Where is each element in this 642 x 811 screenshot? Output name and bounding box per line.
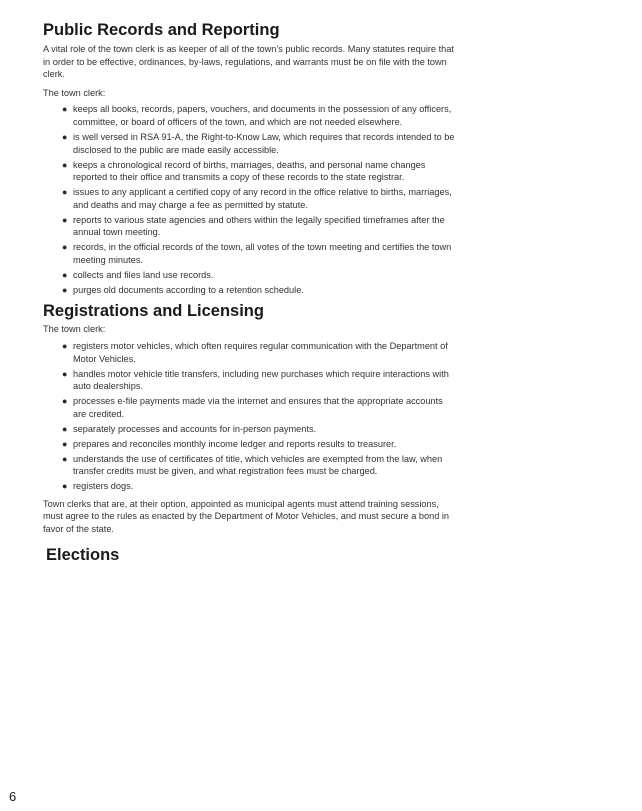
registrations-list — [43, 340, 458, 493]
list-item-text: understands the use of certificates of title, which vehicles are exempted from the law, when transfer credits must be given, and what registration fees must be charged. — [73, 453, 443, 477]
list-item-text: registers dogs. — [73, 481, 134, 492]
list-item — [43, 340, 458, 365]
list-item — [43, 453, 458, 478]
list-item — [43, 241, 458, 266]
public-records-lead: The town clerk: — [43, 87, 106, 98]
list-item — [43, 214, 458, 239]
public-records-intro: A vital role of the town clerk is as keeper of all of the town’s public records. Many statutes require that in order to be effective, ordinances, by-laws, regulations, and warrants must be on file with the town clerk. — [43, 44, 454, 80]
bullet-icon: ● — [62, 396, 68, 407]
list-item — [43, 480, 458, 493]
bullet-icon: ● — [62, 423, 68, 434]
bullet-icon: ● — [62, 368, 68, 379]
list-item-text: prepares and reconciles monthly income ledger and reports results to treasurer. — [73, 438, 397, 449]
list-item — [43, 284, 458, 297]
page-content — [43, 20, 458, 565]
list-item-text: keeps all books, records, papers, vouchers, and documents in the possession of any officers, committee, or board of officers of the town, and which are not needed elsewhere. — [73, 104, 452, 127]
list-item — [43, 395, 458, 420]
bullet-icon: ● — [62, 453, 68, 464]
bullet-icon: ● — [62, 481, 68, 492]
list-item-text: registers motor vehicles, which often requires regular communication with the Department of Motor Vehicles. — [73, 341, 448, 364]
bullet-icon: ● — [62, 131, 68, 142]
list-item-text: is well versed in RSA 91-A, the Right-to-Know Law, which requires that records intended to be disclosed to the public are made easily accessible. — [73, 131, 455, 155]
list-item — [43, 159, 458, 184]
list-item-text: reports to various state agencies and others within the legally specified timeframes after the annual town meeting. — [73, 214, 445, 238]
list-item-text: handles motor vehicle title transfers, including new purchases which require interactions with auto dealerships. — [73, 368, 449, 392]
list-item-text: keeps a chronological record of births, marriages, deaths, and personal name changes reported to their office and transmits a copy of these records to the state registrar. — [73, 159, 426, 183]
list-item-text: collects and files land use records. — [73, 269, 214, 280]
list-item — [43, 131, 458, 156]
list-item — [43, 368, 458, 393]
registrations-closing: Town clerks that are, at their option, appointed as municipal agents must attend training sessions, must agree to the rules as enacted by the Department of Motor Vehicles, and must secure a bond in favor of the state. — [43, 498, 450, 535]
bullet-icon: ● — [62, 159, 68, 170]
list-item — [43, 103, 458, 128]
list-item-text: purges old documents according to a retention schedule. — [73, 284, 304, 295]
bullet-icon: ● — [62, 341, 68, 352]
bullet-icon: ● — [62, 269, 68, 280]
registrations-lead: The town clerk: — [43, 324, 106, 335]
section-heading-elections: Elections — [46, 545, 120, 564]
bullet-icon: ● — [62, 104, 68, 115]
bullet-icon: ● — [62, 438, 68, 449]
list-item-text: processes e-file payments made via the internet and ensures that the appropriate accounts are credited. — [73, 396, 443, 419]
public-records-list — [43, 103, 458, 296]
list-item — [43, 269, 458, 282]
list-item — [43, 423, 458, 436]
list-item-text: issues to any applicant a certified copy of any record in the office relative to births, marriages, and deaths and may charge a fee as permitted by statute. — [73, 187, 452, 210]
section-heading-registrations: Registrations and Licensing — [43, 302, 264, 321]
list-item-text: separately processes and accounts for in-person payments. — [73, 423, 317, 434]
bullet-icon: ● — [62, 187, 68, 198]
list-item — [43, 438, 458, 451]
bullet-icon: ● — [62, 214, 68, 225]
bullet-icon: ● — [62, 284, 68, 295]
section-heading-public-records: Public Records and Reporting — [43, 21, 280, 39]
list-item-text: records, in the official records of the town, all votes of the town meeting and certifies the town meeting minutes. — [73, 242, 452, 265]
list-item — [43, 186, 458, 211]
bullet-icon: ● — [62, 242, 68, 253]
page-number: 6 — [9, 789, 17, 804]
